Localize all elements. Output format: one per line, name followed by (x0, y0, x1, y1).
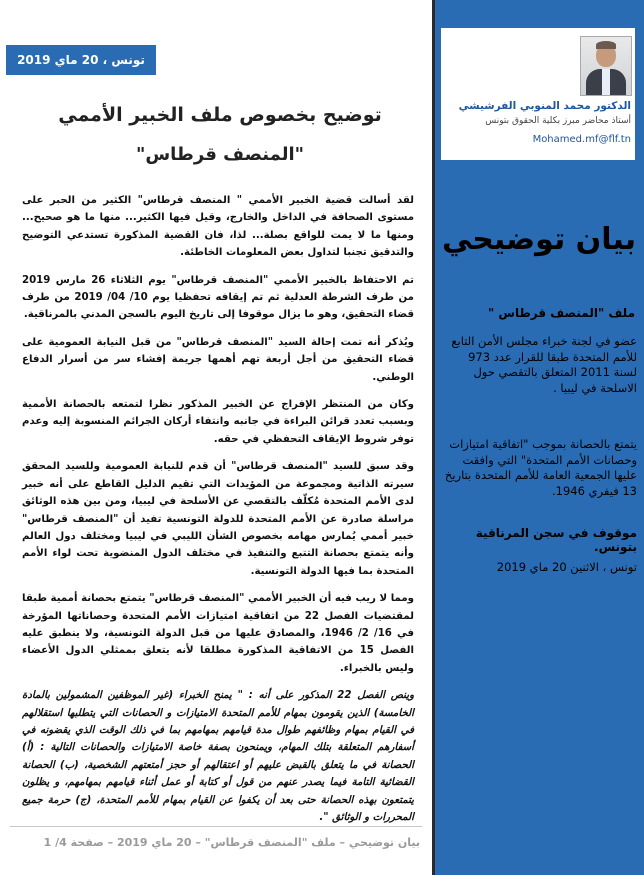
paragraph: لقد أسالت قضية الخبير الأممي " المنصف قرطاس" الكثير من الحبر على مستوى الصحافة في الداخل والخارج، وقيل فيها الكثير... منها ما هو صحيح... ومنها ما لا يمت للواقع بصلة... لذا، فان القضية المذكورة تستدعي التوضيح والتدقيق تجنبا لتداول بعض المعلومات الخاطئة. (22, 195, 414, 259)
detention-status: موقوف في سجن المرناقية بتونس. (475, 526, 637, 554)
document-title: توضيح بخصوص ملف الخبير الأممي (58, 104, 382, 126)
footer-divider (10, 826, 422, 827)
document-subtitle: "المنصف قرطاس" (135, 144, 305, 165)
author-email[interactable] (445, 134, 631, 145)
member-description: عضو في لجنة خبراء مجلس الأمن التابع للأمم المتحدة طبقا للقرار عدد 973 لسنة 2011 المتعلق بالتقصي حول الاسلحة في ليبيا . (451, 334, 637, 395)
quote-text: " يمنح الخبراء (غير الموظفين المشمولين بالمادة الخامسة) الذين يقومون بمهام للأمم المتحدة الامتيازات و الحصانات التي يتطلبها استقلالهم في القيام بمهام وظائفهم طوال مدة قيامهم بمهامهم بما في ذلك الوقت الذي يقضونه في أسفارهم المتعلقة بتلك المهام، ويمنحون بصفة خاصة الامتيازات والحصانات التالية : (أ) الحصانة في ما يتعلق بالقبض عليهم أو اعتقالهم أو حجز أمتعتهم الشخصية، (ب) الحصانة القضائية التامة فيما يصدر عنهم من قول أو كتابة أو عمل أثناء قيامهم بمهامهم، و يظلون يتمتعون بهذه الحصانة حتى بعد أن يكفوا عن القيام بمهام للأمم المتحدة، (ج) حرمة جميع المحررات و الوثائق ". (22, 690, 414, 823)
immunity-description: يتمتع بالحصانة بموجب "اتفاقية امتيازات وحصانات الأمم المتحدة" التي وافقت عليها الجمعية العامة للأمم المتحدة بتاريخ 13 فيفري 1946. (444, 437, 637, 498)
author-photo (580, 36, 632, 96)
paragraph: تم الاحتفاظ بالخبير الأممي "المنصف قرطاس" يوم الثلاثاء 26 مارس 2019 من طرف الشرطة العدلية ثم تم إيقافه تحفظيا يوم 10/ 04/ 2019 من طرف قضاء التحقيق، وهو ما يزال موقوفا إلى تاريخ اليوم بالسجن المدني بالمرناقية. (22, 274, 414, 321)
paragraph: ويُذكر أنه تمت إحالة السيد "المنصف قرطاس" من قبل النيابة العمومية على قضاء التحقيق من أجل أربعة تهم أهمها جريمة إفشاء سر من أسرار الدفاع الوطني. (22, 336, 414, 383)
date-banner: تونس ، 20 ماي 2019 (6, 45, 156, 75)
sidebar (435, 0, 644, 875)
author-card (441, 28, 635, 160)
quote-intro: وينص الفصل 22 المذكور على أنه : (248, 690, 415, 702)
closing-date: تونس ، الاثنين 20 ماي 2019 (496, 560, 637, 574)
document-body (22, 192, 414, 826)
sidebar-heading: بيان توضيحي (441, 222, 637, 257)
author-name: الدكتور محمد المنوبي الفرشيشي (458, 100, 631, 112)
page-footer: بيان توضيحي – ملف "المنصف قرطاس" – 20 ماي 2019 – صفحة 4/ 1 (43, 836, 420, 849)
paragraph: ومما لا ريب فيه أن الخبير الأممي "المنصف قرطاس" يتمتع بحصانة أممية طبقا لمقتضيات الفصل 22 من اتفاقية امتيازات الأمم المتحدة وحصاناتها المؤرخة في 16/ 2/ 1946، والمصادق عليها من قبل الدولة التونسية، ولا ينطبق عليه الفصل 15 من الاتفاقية المذكورة مطلقا لأنه يتعلق بممثلي الدول الأعضاء وليس بالخبراء. (22, 593, 415, 674)
paragraph: وقد سبق للسيد "المنصف قرطاس" أن قدم للنيابة العمومية وللسيد المحقق سيرته الذاتية ومجموعة من المؤيدات التي تقيم الدليل القاطع على أنه خبير لدى الأمم المتحدة مُكلّف بالتقصي عن الأسلحة في ليبيا، ومن بين هذه الوثائق مراسلة صادرة عن الأمم المتحدة للدولة التونسية تفيد أن "المنصف قرطاس" خبير أممي يُمارس مهامه بخصوص الشأن الليبي في ليبيا ومختلف دول العالم وأنه يتمتع بحصانة التتبع والتنفيذ في مختلف الدول المنضوية تحت لواء الأمم المتحدة بما فيها الدولة التونسية. (22, 461, 414, 577)
author-role: أستاذ محاضر مبرز بكلية الحقوق بتونس (485, 116, 631, 126)
paragraph: وكان من المنتظر الإفراج عن الخبير المذكور نظرا لتمتعه بالحصانة الأممية وبسبب تعدد قرائن البراءة في جانبه وانتفاء أركان الجرائم المنسوبة إليه وعدم توفر شروط الإيقاف التحفظي في حقه. (22, 399, 414, 445)
author-email-text[interactable]: Mohamed.mf@flf.tn (532, 134, 631, 145)
file-label: ملف "المنصف قرطاس " (487, 306, 635, 320)
quote-block (22, 687, 414, 826)
